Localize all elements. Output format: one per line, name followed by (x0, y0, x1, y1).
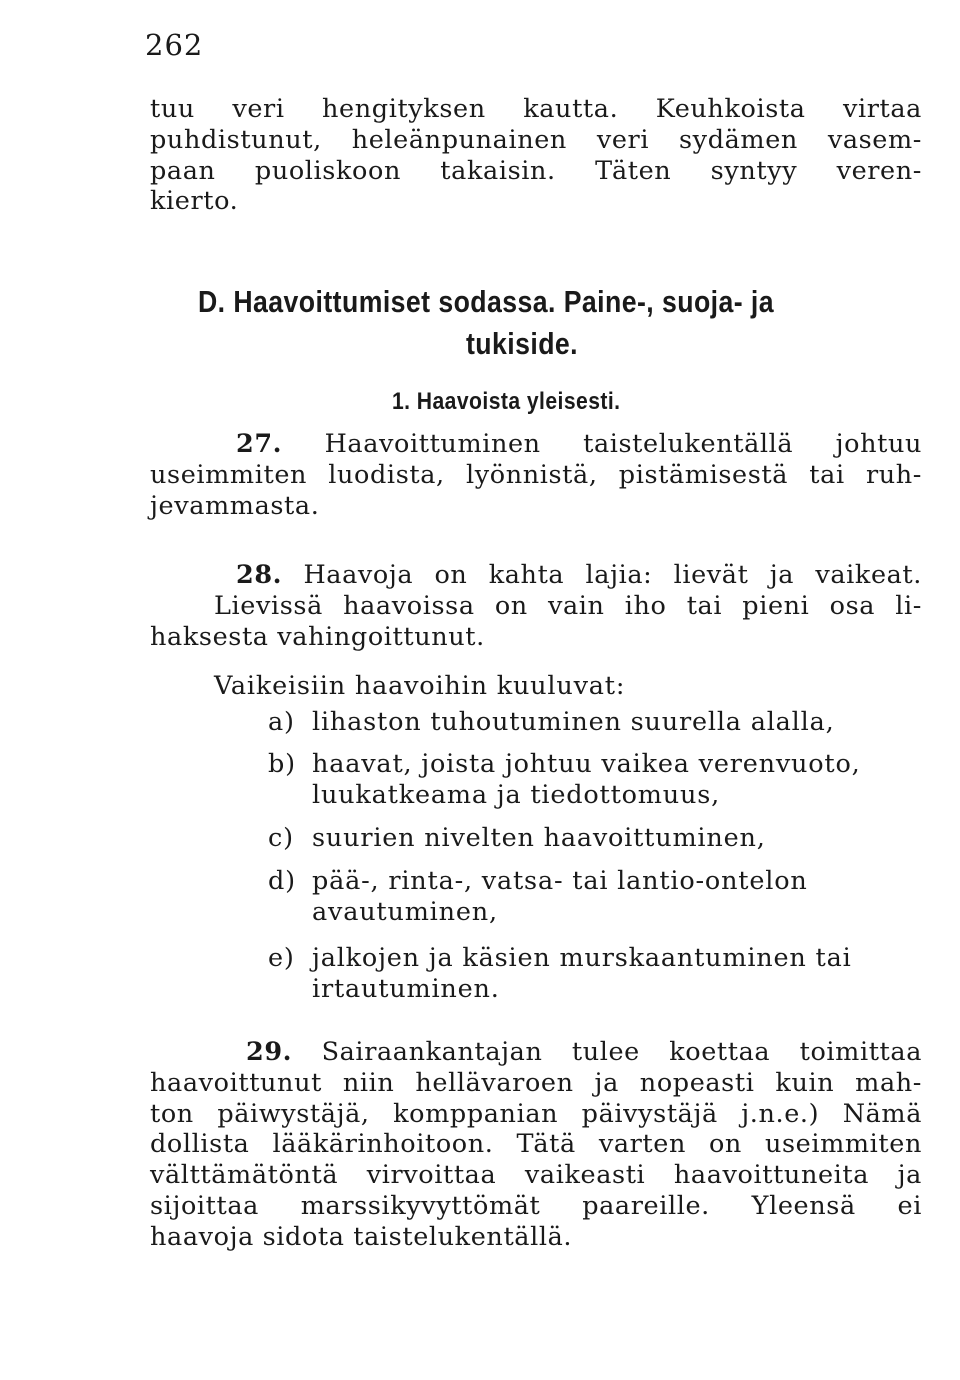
section-heading-cont: tukiside. (466, 326, 579, 361)
text-line: tuu veri hengityksen kautta. Keuhkoista virtaa (150, 94, 922, 124)
paragraph-number: 27. (236, 429, 283, 459)
paragraph-number: 29. (246, 1037, 293, 1067)
list-item-label: c) (268, 823, 294, 853)
text-line: dollista lääkärinhoitoon. Tätä varten on useimmiten (150, 1129, 922, 1160)
paragraph-number: 28. (236, 560, 283, 590)
text-line: haksesta vahingoittunut. (150, 621, 485, 652)
severe-wounds-intro: Vaikeisiin haavoihin kuuluvat: (214, 671, 626, 701)
subsection-heading: 1. Haavoista yleisesti. (392, 388, 621, 415)
text-line: sijoittaa marssikyvyttömät paareille. Yleensä ei (150, 1190, 922, 1221)
list-item-label: a) (268, 707, 295, 737)
list-item: a) lihaston tuhoutuminen suurella alalla, (268, 707, 835, 737)
paragraph-27 (150, 429, 922, 521)
text-line: jevammasta. (150, 490, 320, 521)
intro-paragraph (150, 94, 922, 217)
text-line: 27. Haavoittuminen taistelukentällä johtuu (236, 429, 922, 459)
text-line: useimmiten luodista, lyönnistä, pistämisestä tai ruh- (150, 459, 922, 490)
list-item: b) haavat, joista johtuu vaikea verenvuoto, luukatkeama ja tiedottomuus, (268, 749, 861, 810)
text-line: välttämätöntä virvoittaa vaikeasti haavoittuneita ja (150, 1160, 922, 1191)
text-line: haavoittunut niin hellävaroen ja nopeasti kuin mah- (150, 1067, 922, 1098)
text-line: ton päiwystäjä, komppanian päivystäjä j.n.e.) Nämä (150, 1098, 922, 1129)
paragraph-28 (150, 560, 922, 652)
list-item-label: d) (268, 866, 296, 896)
list-item: d) pää-, rinta-, vatsa- tai lantio-ontelon avautuminen, (268, 866, 808, 927)
text-line: 28. Haavoja on kahta lajia: lievät ja vaikeat. (236, 560, 922, 590)
text-line: 29. Sairaankantajan tulee koettaa toimittaa (246, 1037, 922, 1067)
text-line: Lievissä haavoissa on vain iho tai pieni osa li- (214, 590, 922, 621)
list-item: e) jalkojen ja käsien murskaantuminen tai irtautuminen. (268, 943, 852, 1004)
list-item: c) suurien nivelten haavoittuminen, (268, 823, 766, 853)
text-line: haavoja sidota taistelukentällä. (150, 1221, 573, 1252)
page-number: 262 (145, 28, 204, 62)
paragraph-29 (150, 1037, 922, 1253)
section-heading: D. Haavoittumiset sodassa. Paine-, suoja- ja (198, 284, 774, 319)
text-line: paan puoliskoon takaisin. Täten syntyy veren- (150, 155, 922, 186)
list-item-label: b) (268, 749, 296, 779)
list-item-label: e) (268, 943, 295, 973)
text-line: kierto. (150, 186, 239, 217)
text-line: puhdistunut, heleänpunainen veri sydämen vasem- (150, 124, 922, 155)
